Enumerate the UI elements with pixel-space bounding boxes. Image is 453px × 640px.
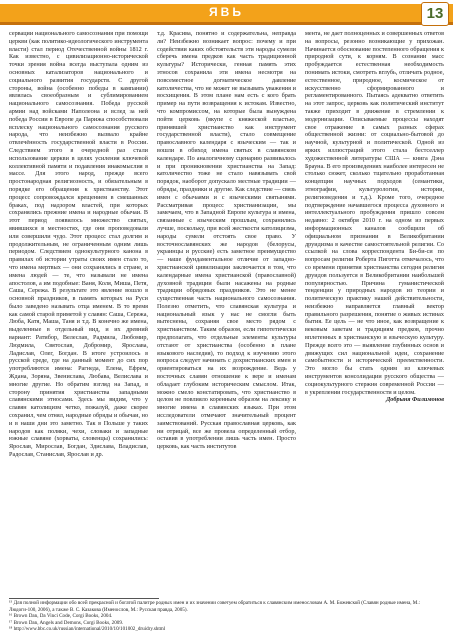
- author-signature: Добрыня Филимонов: [386, 396, 444, 404]
- footnote: ¹⁷ Brown Dan, Angels and Demons, Corgi Books, 2009.: [9, 619, 124, 626]
- text-column-2: [157, 30, 296, 451]
- footnotes: [9, 600, 445, 633]
- page-header: [0, 0, 453, 30]
- header-underline: [0, 22, 453, 25]
- running-title: ЯВЬ: [209, 5, 244, 19]
- text-column-3: [305, 30, 444, 404]
- page-number: 13: [421, 2, 449, 26]
- footnote: ¹⁵ Для полной информации обо всей прекрасной и богатой палитре родных имен и их значении советуем обратиться к славянским именословам А. М. Божевской (Славян родные имена, М.: Людоги-100, 2006), а также В. С. Казакова (Именослов, М.: Русская правда, 2005).: [9, 600, 421, 613]
- text-column-1: [9, 30, 148, 459]
- footnote-rule: [9, 598, 159, 599]
- footnote: ¹⁶ Brown Dan, Da Vinci Code, Corgi Books, 2004.: [9, 613, 113, 619]
- column-3-text: мента, не дает полноценных и совершенных ответов на вопросы, резонно возникающие у прихожан. Начинается обоснование постепенного обращения к природной сути, к корням. В сознании масс пробуждается естественная необходимость понимать истоки, смотреть вглубь, отличать родное, естественное, природное, космическое от искусственно сформированного и регламентированного. Пытаясь адекватно ответить на этот запрос, церковь как политический институт также приходит в движение в стремлении к модернизации. Описываемые процессы находят свое отражение в самых разных сферах общественной жизни: от социально-бытовой до научной, культурной и политической. Одной из ярких иллюстраций этого стала бестселлер художественной литературы США — книга Дэна Брауна. В его произведениях наиболее интересен не столько сюжет, сколько тщательно проработанная концепция научных подходов (семантики, этнографии, культурологии, истории, религиоведения и т.д.). Кроме того, очередное подтверждение начавшегося процесса духовного и интеллектуального пробуждения пришло совсем недавно: 2 октября 2010 г. на одном из первых информационных каналов сообщили об официальном признании в Великобритании друидизма в качестве самостоятельной религии. Со ссылкой на слова корреспондента Би-би-си по вопросам религии Роберта Пиготта отмечалось, что со времени принятия христианства сегодня религия друидов пользуется в Великобритании наибольшей популярностью. Причина гуманистической тенденции у природных народов из теории и политическую практику нашей действительности, неизбежно направляется главный вектор правильного разрешения, понятие о живых истинах бытия. Ее цель — не что иное, как возвращение к вековым заветам и традициям предков, прочно вплетенных в христианскую и языческую культуру. Прежде всего это — выявление глубинных основ и движущих сил национальной идеи, сохранение самобытности и исторической преемственности. Это могло бы стать одним из ключевых инструментов консолидации русского общества — социокультурного стержня современной России — в укреплении государственности и целом.: [305, 30, 444, 396]
- footnote: ¹⁸ http://www.bbc.co.uk/russian/international/2010/10/101002_druidry.shtml: [9, 626, 166, 632]
- column-1-text: сервации национального самосознания при помощи церкви (как политико-идеологического инструмента власти) стал период Отечественной войны 1812 г. Как известно, с цивилизационно-исторической точки зрения война всегда выступала одним из основных катализаторов национального и социального развития государств. С другой стороны, война (особенно победы в кампании) являлась своеобразным и сублимированием национального самосознания. Победа русской армии над войсками Наполеона и вслед за ней победа России в Европе да Парижа способствовали всплеску национального самосознания русского народа, что неизбежно вызвало крайне отвлечённость государственной власти в России. Следствием этого в очередной раз стали использование церкви в целях усиления ключевой коллективной памяти и подавления инакомыслия в массе. Для этого народ, прежде всего простонародная религиозность, и обязательным в порядке его обращения к христианству. Этот процесс сопровождался крещением в смешанных браках, под надзором властей, при которых сохранялись прежние имена и народные обычаи. В этот период появилось множество святых, явившихся в местностях, где они проповедовали или совершили чудо. Этот процесс стал долгим и продолжительным, не ограниченным одним лишь периодом. Следствием однокультурного канона в правилах об истории утраты своих имен стало то, что имена мертвых — они сохранялись в стране, и имена людей — те, что называли не имена апостолов, а им подобные: Ваня, Коля, Миша, Петя, Саша, Сережа. В результате это явление вошло в основной праздников, в память которых на Руси было заведено называть отца именем. В то время как самой старой приметой у славян: Саша, Сережа, Люба, Катя, Маша, Таня и т.д. В конечно же имена, выделенные в отдельный вид, и их древний вариант: Ратибор, Велеслав, Радмила, Любомир, Людмила, Святослав, Добромир, Ярослава, Ладислав, Олег, Богдан. В итоге устроилось в русской среде, где на данный момент до сих пор употребляются имена: Рагнеда, Елена, Ефрем, Ждана, Зоряна, Звенислава, Любава, Велислава и многие другие. Но обратим взгляд на Запад, в сторону принятия христианства западными славянскими этносами. Здесь мы видим, что у славян католицизм четко, пожалуй, даже скорее сохранил, чем отнял, народные обряды и обычаи, но и в наши дни это заметно. Так в Польше у таких народов как поляки, чехи, словаки и западные южные славяне (хорваты, словенцы) сохранились: Ярослав, Мирослав, Богдан, Здислава, Владислав, Радослав, Станислав, Ярослав и др.: [9, 30, 148, 459]
- column-2-text: т.д. Красива, понятно и содержательна, неправда ли? Неизбежно возникает вопрос: почему и при содействии каких обстоятельств эти народы сумели сберечь имена предков как часть традиционной культуры? Исторически, генная память этих этносов сохранила эти имена несмотря на повсеместное догматическое давление католичества, что не может не вызывать уважения и восхищения. В этом плане нам есть с кого брать пример на пути возвращения к истокам. Известно, что компромиссом, на которые была вынуждена пойти церковь (вкупе с княжеской властью, принявшей христианство как инструмент государственной власти), стало совмещение православного календаря с языческим — так и вошли в обиход имена святых в славянском календаре. По аналогичному сценарию развивалось и при проникновении христианства на Запад: католичество тоже не стало навязывать свой порядок, наоборот допускало местные традиции — обряды, праздники и другие. Как следствие — связь имен с обычаями и с языческими святынями. Рассматривая процесс христианизации, мы замечаем, что в Западной Европе культура и имена, связанные с языческим прошлым, сохранились лучше, поскольку, при всей жесткости католицизма, народы сумели отстоять свое право. У восточнославянских же народов (белорусы, украинцы и русские) есть заметное преимущество — наше фундаментальное отличие от западно-христианской цивилизации заключается в том, что календарные имена христианской (православной) духовной традиции были насажены на родные традиции обрядовых праздников. Это не менее существенная часть национального самосознания. Полезно отметить, что славянская культура и национальный язык у нас не смогли быть вытеснены, сохраняя свое место рядом с христианством. Таким образом, если гипотетически предполагать, что отдельные элементы культуры отстают от христианства (особенно в плане языкового наследия), то подход к изучению этого вопроса следует начинать с дохристианских имен и ориентироваться на их возрождение. Ведь у восточных славян отношение к вере и именам обладает глубоким историческим смыслом. Итак, можно смело констатировать, что христианство в целом не повлияло коренным образом на лексику и многие имена в славянских языках. При этом исследователи отмечают значительный процент заимствований. Русская православная церковь, как ни отрицай, все же провела определенный отбор, оставив в употреблении лишь часть имен. Просто церковь, как часть институтов: [157, 30, 296, 451]
